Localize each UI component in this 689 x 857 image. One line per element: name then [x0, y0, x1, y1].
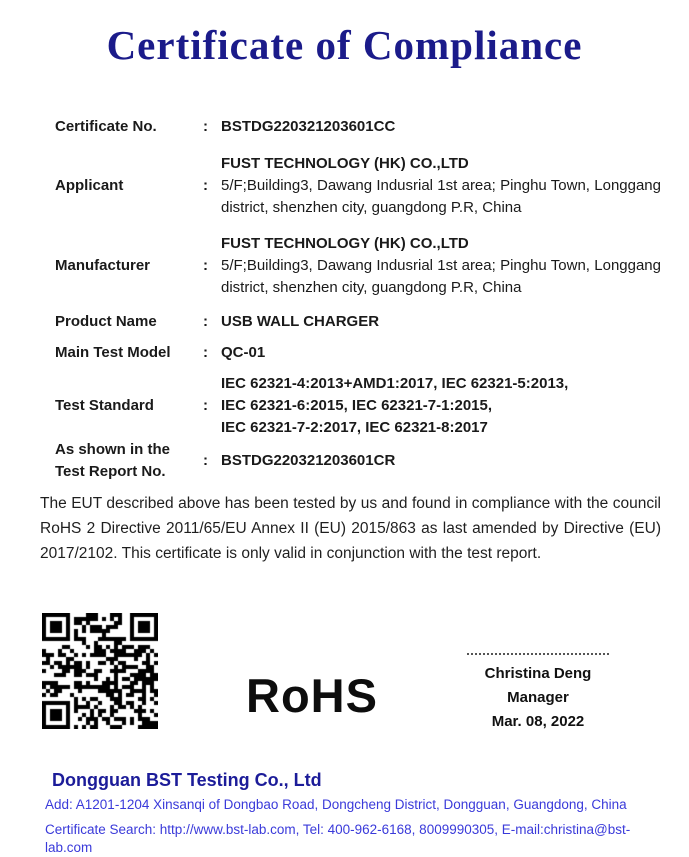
certificate-fields	[55, 116, 661, 483]
colon-separator: :	[203, 397, 208, 414]
test-standard-line-3: IEC 62321-7-2:2017, IEC 62321-8:2017	[221, 419, 488, 436]
test-standard-label: Test Standard	[55, 397, 154, 414]
test-report-no-value: BSTDG220321203601CR	[221, 452, 396, 469]
rohs-logo: RoHS	[246, 669, 378, 722]
signature-block	[452, 653, 624, 734]
test-report-no-label-line-2: Test Report No.	[55, 463, 166, 480]
field-row-main-test-model	[55, 342, 661, 364]
certificate-no-label: Certificate No.	[55, 118, 157, 135]
test-report-no-label	[55, 439, 203, 483]
applicant-company: FUST TECHNOLOGY (HK) CO.,LTD	[221, 155, 469, 172]
signatory-role: Manager	[507, 689, 569, 706]
signature-dotted-line	[467, 653, 609, 655]
colon-separator: :	[203, 257, 208, 274]
test-report-no-label-line-1: As shown in the	[55, 441, 171, 458]
colon-separator: :	[203, 177, 208, 194]
field-row-manufacturer	[55, 233, 661, 299]
manufacturer-company: FUST TECHNOLOGY (HK) CO.,LTD	[221, 235, 469, 252]
manufacturer-value	[221, 233, 661, 299]
compliance-statement: The EUT described above has been tested by us and found in compliance with the council RoHS 2 Directive 2011/65/EU Annex II (EU) 2015/863 as last amended by Directive (EU) 2017/2102. This certificate is only valid in conjunction with the test report.	[40, 495, 661, 562]
qr-code	[42, 613, 158, 729]
colon-separator: :	[203, 313, 208, 330]
applicant-address: 5/F;Building3, Dawang Indusrial 1st area; Pinghu Town, Longgang district, shenzhen city, guangdong P.R, China	[221, 177, 661, 216]
field-row-test-standard	[55, 373, 661, 439]
test-standard-line-2: IEC 62321-6:2015, IEC 62321-7-1:2015,	[221, 397, 493, 414]
certificate-page	[0, 20, 689, 853]
applicant-value	[221, 153, 661, 219]
colon-separator: :	[203, 344, 208, 361]
test-standard-line-1: IEC 62321-4:2013+AMD1:2017, IEC 62321-5:2013,	[221, 375, 569, 392]
test-standard-value	[221, 373, 661, 439]
certificate-title: Certificate of Compliance	[106, 22, 583, 68]
certificate-no-value: BSTDG220321203601CC	[221, 118, 396, 135]
signature-date: Mar. 08, 2022	[491, 713, 585, 730]
field-row-test-report-no	[55, 439, 661, 483]
applicant-label: Applicant	[55, 177, 124, 194]
colon-separator: :	[203, 452, 208, 469]
issuer-contact: Certificate Search: http://www.bst-lab.com, Tel: 400-962-6168, 8009990305, E-mail:christina@bst-lab.com	[45, 822, 631, 855]
field-row-applicant	[55, 153, 661, 219]
field-row-certificate-no	[55, 116, 661, 138]
manufacturer-label: Manufacturer	[55, 257, 151, 274]
manufacturer-address: 5/F;Building3, Dawang Indusrial 1st area; Pinghu Town, Longgang district, shenzhen city, guangdong P.R, China	[221, 257, 661, 296]
marks-section	[0, 611, 689, 761]
product-name-value: USB WALL CHARGER	[221, 313, 380, 330]
signatory-name: Christina Deng	[484, 665, 592, 682]
main-test-model-label: Main Test Model	[55, 344, 171, 361]
main-test-model-value: QC-01	[221, 344, 266, 361]
colon-separator: :	[203, 118, 208, 135]
product-name-label: Product Name	[55, 313, 157, 330]
issuer-footer	[45, 769, 659, 857]
issuer-company-name: Dongguan BST Testing Co., Ltd	[52, 770, 322, 790]
issuer-address: Add: A1201-1204 Xinsanqi of Dongbao Road, Dongcheng District, Dongguan, Guangdong, China	[45, 797, 627, 812]
field-row-product-name	[55, 311, 661, 333]
